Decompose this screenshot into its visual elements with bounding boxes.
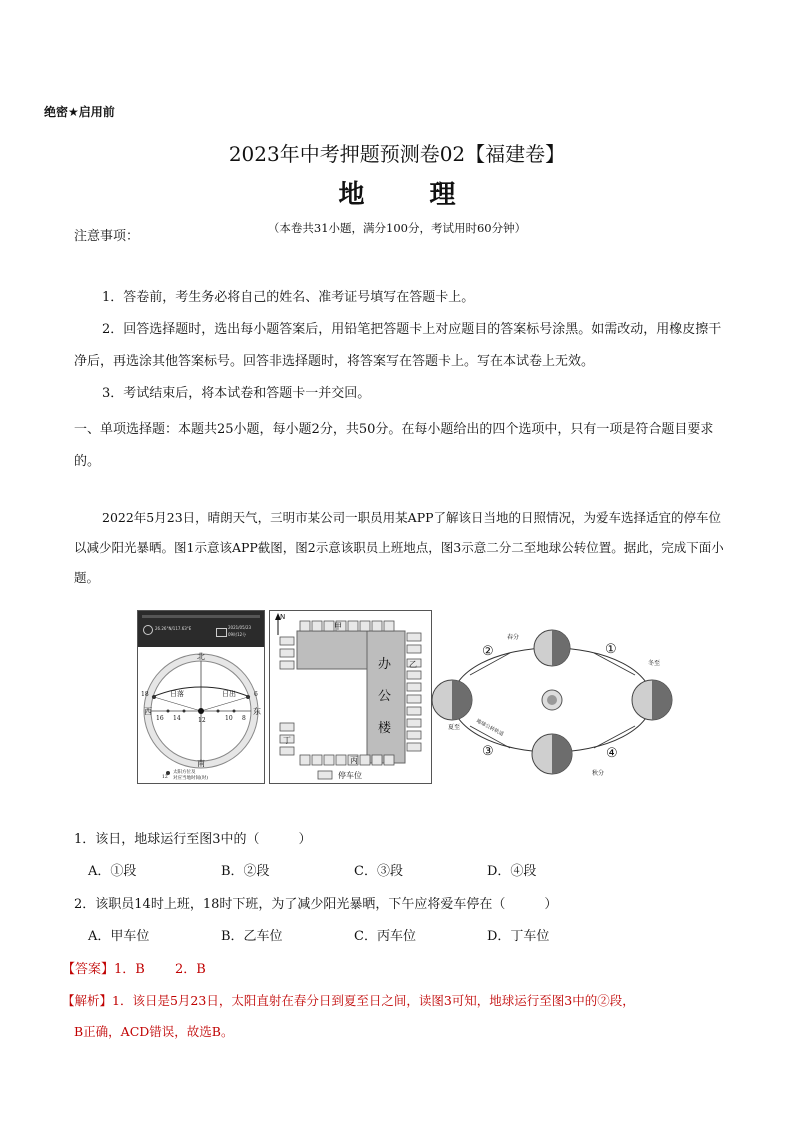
hour-label-16: 16 <box>156 715 164 722</box>
question-stem: 2022年5月23日，晴朗天气，三明市某公司一职员用某APP了解该日当地的日照情况，为爱车选择适宜的停车位以减少阳光暴晒。图1示意该APP截图，图2示意该职员上班地点，图3示意二分二至地球公转位置。据此，完成下面小题。 <box>74 510 724 585</box>
notice-heading: 注意事项： <box>74 229 140 244</box>
analysis-text-1: 1．该日是5月23日，太阳直射在春分日到夏至日之间，读图3可知，地球运行至图3中的②段， <box>112 993 635 1008</box>
app-header-bar <box>138 611 264 647</box>
confidential-label: 绝密★启用前 <box>44 105 115 119</box>
question-2-options <box>88 925 688 944</box>
notice-item-2: 2．回答选择题时，选出每小题答案后，用铅笔把答题卡上对应题目的答案标号涂黑。如需改动，用橡皮擦干净后，再选涂其他答案标号。回答非选择题时，将答案写在答题卡上。写在本试卷上无效。 <box>74 322 722 369</box>
segment-3: ③ <box>482 744 494 759</box>
q1-option-d: D．④段 <box>487 864 537 879</box>
label-south: 南 <box>197 759 205 768</box>
parking-spot-ding: 丁 <box>283 736 291 745</box>
exam-subtitle: （本卷共31小题，满分100分，考试用时60分钟） <box>267 221 527 235</box>
hour-label-12: 12 <box>198 717 206 724</box>
app-date: 2021/05/23 <box>228 625 252 630</box>
section-heading: 一、单项选择题：本题共25小题，每小题2分，共50分。在每小题给出的四个选项中，只有一项是符合题目要求的。 <box>74 422 714 469</box>
segment-2: ② <box>482 644 494 659</box>
figure-3-earth-orbit <box>430 620 674 782</box>
label-orbit: 地球公转轨道 <box>475 718 505 738</box>
question-1-options <box>88 860 688 879</box>
app-coords: 26.26°N/117.63°E <box>155 626 192 631</box>
q1-option-a: A．①段 <box>88 864 137 879</box>
analysis-line-2: B正确，ACD错误，故选B。 <box>74 1024 234 1039</box>
parking-spot-yi: 乙 <box>409 660 417 669</box>
q1-option-c: C．③段 <box>354 864 403 879</box>
label-sunset: 日落 <box>170 690 184 698</box>
location-icon <box>143 625 153 635</box>
app-time: 09时12分 <box>228 632 247 637</box>
hour-label-18: 18 <box>141 691 149 698</box>
figure-1-app-screenshot <box>137 610 265 784</box>
label-autumn-equinox: 秋分 <box>592 770 605 777</box>
legend-number: 12 <box>162 775 168 780</box>
building-char-1: 办 <box>378 657 392 672</box>
legend-sun-position: 太阳方位及 <box>173 770 196 775</box>
orbit-diagram <box>430 620 674 782</box>
question-2: 2．该职员14时上班，18时下班，为了减少阳光暴晒，下午应将爱车停在（ ） <box>74 897 558 912</box>
exam-title: 2023年中考押题预测卷02【福建卷】 <box>228 142 566 166</box>
hour-label-10: 10 <box>225 715 233 722</box>
label-west: 西 <box>144 707 152 716</box>
label-north: 北 <box>197 652 205 661</box>
notice-item-3: 3．考试结束后，将本试卷和答题卡一并交回。 <box>102 386 371 401</box>
parking-spot-bing: 丙 <box>350 756 358 765</box>
q2-option-b: B．乙车位 <box>221 929 283 944</box>
building-char-3: 楼 <box>378 721 392 736</box>
label-east: 东 <box>253 707 261 716</box>
north-arrow-label: N <box>280 613 286 621</box>
segment-4: ④ <box>606 746 618 761</box>
label-sunrise: 日出 <box>222 690 236 698</box>
segment-1: ① <box>605 642 617 657</box>
answer-line <box>62 958 206 977</box>
subject-title: 地 理 <box>338 180 484 210</box>
parking-legend-label: 停车位 <box>338 771 362 780</box>
label-spring-equinox: 春分 <box>507 634 520 641</box>
answer-tag: 【答案】 <box>62 962 115 977</box>
q2-option-c: C．丙车位 <box>354 929 416 944</box>
hour-label-14: 14 <box>173 715 181 722</box>
notice-item-1: 1．答卷前，考生务必将自己的姓名、准考证号填写在答题卡上。 <box>102 290 475 305</box>
question-1: 1．该日，地球运行至图3中的（ ） <box>74 832 312 847</box>
calendar-icon <box>216 628 227 637</box>
analysis-line-1 <box>62 991 732 1009</box>
legend-local-time: 对应当地时间(时) <box>173 776 209 781</box>
q2-option-a: A．甲车位 <box>88 929 150 944</box>
q1-option-b: B．②段 <box>221 864 270 879</box>
building-char-2: 公 <box>378 689 392 704</box>
q2-option-d: D．丁车位 <box>487 929 550 944</box>
hour-label-8: 8 <box>242 715 246 722</box>
parking-spot-jia: 甲 <box>334 622 342 631</box>
analysis-tag: 【解析】 <box>62 993 113 1008</box>
answer-text: 1．B 2．B <box>114 962 206 977</box>
label-summer-solstice: 夏至 <box>448 724 461 731</box>
figure-2-parking-map <box>269 610 432 784</box>
hour-label-6: 6 <box>254 691 258 698</box>
label-winter-solstice: 冬至 <box>648 660 661 667</box>
